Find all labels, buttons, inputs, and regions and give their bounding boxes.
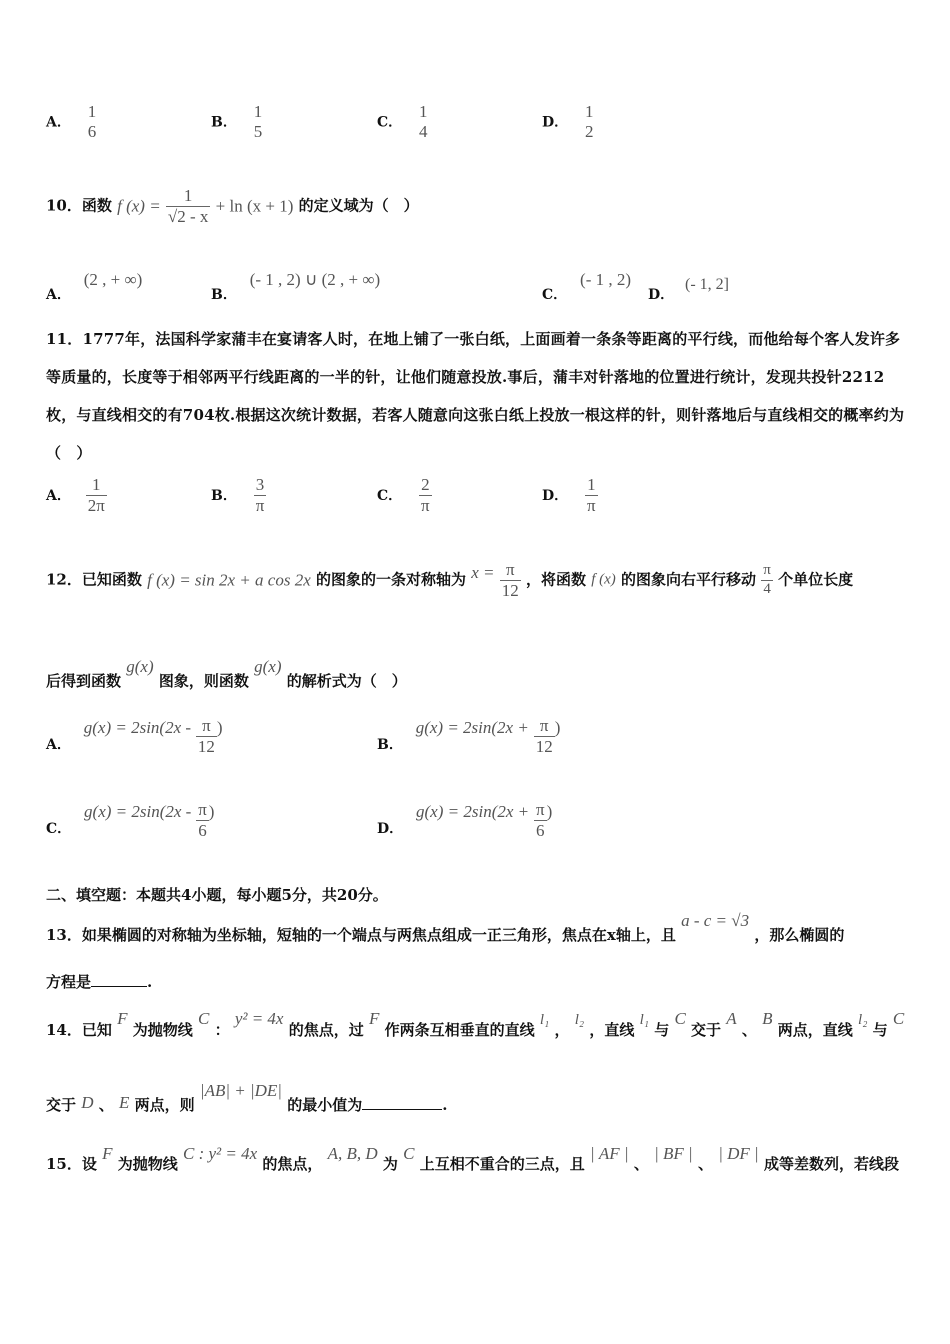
q14-A: A [726, 1009, 737, 1028]
option-text: (- 1 , 2) [580, 270, 632, 289]
q9-option-d[interactable] [542, 102, 596, 141]
q11-option-a[interactable] [46, 475, 107, 515]
q14-C-2: C [674, 1009, 686, 1028]
option-fraction: $\frac{\pi}{6}$ [536, 800, 545, 840]
q14-answer-blank[interactable] [362, 1109, 442, 1110]
q10-option-c[interactable] [542, 270, 632, 303]
q10-option-d[interactable] [648, 274, 729, 303]
q12-axis-fraction: $\frac{\pi}{12}$ [501, 560, 519, 600]
q10-option-b[interactable] [211, 270, 381, 303]
q15-dun-2: 、 [697, 1155, 713, 1173]
option-fraction: $\frac{\pi}{6}$ [198, 800, 207, 840]
option-expr: g(x) = 2sin(2x + [416, 802, 530, 821]
option-label: C． [46, 821, 72, 837]
q14-dun: 、 [741, 1021, 757, 1039]
q14-text-10: 两点，则 [134, 1096, 195, 1114]
q12-text-1: 12．已知函数 [46, 570, 142, 589]
q15-dun: 、 [633, 1155, 649, 1173]
option-fraction: 1 5 [253, 102, 263, 141]
q10-fraction: $\frac{1}{√2 - x}$ [167, 186, 209, 226]
q14-B: B [762, 1009, 773, 1028]
q12-option-a[interactable] [46, 718, 223, 758]
q14-text-2: 为抛物线 [132, 1021, 193, 1039]
option-fraction: $\frac{3}{\pi}$ [255, 475, 265, 515]
option-label: B． [377, 737, 403, 753]
q15-text-1: 15．设 [46, 1155, 97, 1173]
option-label: A． [46, 114, 71, 131]
q12-fx: f (x) = sin 2x + a cos 2x [147, 570, 311, 590]
q15-F: F [102, 1144, 113, 1163]
q11-option-b[interactable] [211, 475, 266, 515]
q12-text-3: ，将函数 [525, 570, 586, 589]
q12-shift-fraction: $\frac{\pi}{4}$ [763, 562, 771, 597]
q14-text-5: ，直线 [589, 1021, 635, 1039]
q15-C: C [403, 1144, 415, 1163]
option-fraction: 1 2 [585, 102, 594, 141]
q13-text-2: ，那么椭圆的 [754, 926, 845, 944]
q14-l2-2: l₂ [858, 1012, 868, 1028]
q14-C-3: C [892, 1009, 905, 1028]
q9-option-a[interactable] [46, 102, 98, 141]
option-expr: g(x) = 2sin(2x - [84, 802, 192, 821]
q12-option-d[interactable] [377, 802, 552, 842]
option-fraction: $\frac{2}{\pi}$ [421, 475, 430, 515]
q12-gx-2: g(x) [254, 657, 282, 676]
option-fraction: 1 6 [87, 102, 97, 141]
q15-stem-line1 [46, 1144, 899, 1173]
option-label: A． [46, 737, 71, 753]
option-label: B． [211, 114, 237, 131]
q13-text-1: 13．如果椭圆的对称轴为坐标轴，短轴的一个端点与两焦点组成一正三角形，焦点在x轴上，且 [46, 926, 676, 944]
option-fraction: $\frac{1}{\pi}$ [587, 475, 596, 515]
q12-text-7: 图象，则函数 [158, 672, 249, 690]
option-fraction: $\frac{1}{2\pi}$ [87, 475, 105, 515]
option-label: C． [377, 488, 403, 505]
option-close: ) [554, 718, 561, 737]
q15-af: | AF | [590, 1144, 629, 1163]
q15-bf: | BF | [654, 1144, 693, 1163]
option-label: D． [648, 287, 675, 303]
q14-l1: l₁ [539, 1012, 550, 1028]
q14-eq: y² = 4x [234, 1009, 284, 1028]
option-fraction: 1 4 [419, 102, 428, 141]
option-close: ) [546, 802, 553, 821]
option-label: A． [46, 488, 71, 505]
q9-option-c[interactable] [377, 102, 430, 141]
option-text: (- 1, 2] [685, 276, 729, 293]
q10-option-a[interactable] [46, 270, 143, 303]
q13-text-4: . [147, 973, 153, 991]
q10-ln-term: + ln (x + 1) [215, 196, 294, 216]
q15-text-6: 成等差数列，若线段 [763, 1155, 899, 1173]
q15-text-3: 的焦点， [262, 1155, 323, 1173]
q12-text-4: 的图象向右平行移动 [621, 570, 757, 589]
q11-option-c[interactable] [377, 475, 432, 515]
q14-stem-line1 [46, 1009, 905, 1039]
q14-text-9: 交于 [46, 1096, 77, 1114]
q12-axis-lhs: x = [471, 562, 495, 582]
q14-comma: ， [554, 1021, 570, 1039]
q15-points: A, B, D [327, 1144, 378, 1163]
q9-option-b[interactable] [211, 102, 264, 141]
q13-stem-line1 [46, 911, 845, 944]
q13-math: a - c = √3 [681, 911, 750, 930]
q13-stem-line2 [46, 975, 152, 990]
q12-stem-line2 [46, 657, 407, 690]
q10-number: 10．函数 [46, 196, 112, 215]
q14-E: E [119, 1093, 130, 1112]
q14-text-3: 的焦点，过 [288, 1021, 364, 1039]
q15-text-5: 上互相不重合的三点，且 [419, 1155, 585, 1173]
q15-text-4: 为 [382, 1155, 398, 1173]
q12-text-6: 后得到函数 [46, 672, 122, 690]
option-label: C． [542, 287, 568, 303]
q14-dun-2: 、 [98, 1096, 114, 1114]
option-close: ) [208, 802, 215, 821]
option-expr: g(x) = 2sin(2x - [83, 718, 192, 737]
q12-text-5: 个单位长度 [778, 570, 854, 589]
q14-text-6: 与 [654, 1021, 670, 1039]
option-label: A． [46, 287, 71, 303]
option-label: D． [542, 114, 569, 131]
q12-option-b[interactable] [377, 718, 560, 758]
q12-fx2: f (x) [591, 571, 616, 588]
q14-text-12: . [442, 1096, 448, 1114]
q14-text-7: 交于 [691, 1021, 722, 1039]
q14-text-4: 作两条互相垂直的直线 [384, 1021, 535, 1039]
section-heading: 二、填空题：本题共4小题，每小题5分，共20分。 [46, 886, 388, 904]
q14-text-11: 的最小值为 [287, 1096, 363, 1114]
option-expr: g(x) = 2sin(2x + [415, 718, 529, 737]
q14-l1-2: l₁ [639, 1012, 649, 1028]
q14-F-2: F [368, 1009, 380, 1028]
q10-suffix: 的定义域为（ ） [298, 196, 419, 215]
q12-text-8: 的解析式为（ ） [286, 672, 407, 690]
q15-text-2: 为抛物线 [117, 1155, 178, 1173]
q12-stem-line1 [46, 560, 853, 600]
q14-F: F [117, 1009, 128, 1028]
option-fraction: $\frac{\pi}{12}$ [197, 716, 215, 756]
q13-answer-blank[interactable] [91, 986, 147, 987]
option-text: (- 1 , 2) ∪ (2 , + ∞) [249, 270, 381, 289]
q14-abs-expr: |AB| + |DE| [199, 1081, 282, 1100]
option-text: (2 , + ∞) [83, 270, 143, 289]
q10-stem [46, 186, 419, 226]
q14-C: C [197, 1009, 210, 1028]
q11-option-d[interactable] [542, 475, 598, 515]
q14-colon: ： [214, 1021, 230, 1039]
option-label: D． [377, 821, 404, 837]
option-label: D． [542, 488, 569, 505]
q15-eq: C : y² = 4x [182, 1144, 258, 1163]
option-label: B． [211, 287, 237, 303]
option-fraction: $\frac{\pi}{12}$ [535, 716, 553, 756]
q14-l2: l₂ [574, 1012, 585, 1028]
q14-stem-line2 [46, 1081, 448, 1114]
q15-df: | DF | [718, 1144, 759, 1163]
q14-text-1: 14．已知 [46, 1021, 112, 1039]
option-label: C． [377, 114, 403, 131]
q12-gx: g(x) [126, 657, 154, 676]
q14-text-6b: 与 [872, 1021, 888, 1039]
q12-option-c[interactable] [46, 802, 214, 842]
option-close: ) [216, 718, 223, 737]
q11-stem: 11．1777年，法国科学家蒲丰在宴请客人时，在地上铺了一张白纸，上面画着一条条等距离的平行线，而他给每个客人发许多等质量的，长度等于相邻两平行线距离的一半的针，让他们随意投放.事后，蒲丰对针落地的位置进行统计，发现共投针2212枚，与直线相交的有704枚.根据这次统计数据，若客人随意向这张白纸上投放一根这样的针，则针落地后与直线相交的概率约为（ ） [46, 330, 905, 462]
q14-D: D [81, 1093, 94, 1112]
q14-text-8: 两点，直线 [777, 1021, 853, 1039]
q13-text-3: 方程是 [46, 973, 92, 991]
q12-text-2: 的图象的一条对称轴为 [315, 570, 466, 589]
option-label: B． [211, 488, 237, 505]
q10-fx: f (x) = [117, 196, 161, 216]
